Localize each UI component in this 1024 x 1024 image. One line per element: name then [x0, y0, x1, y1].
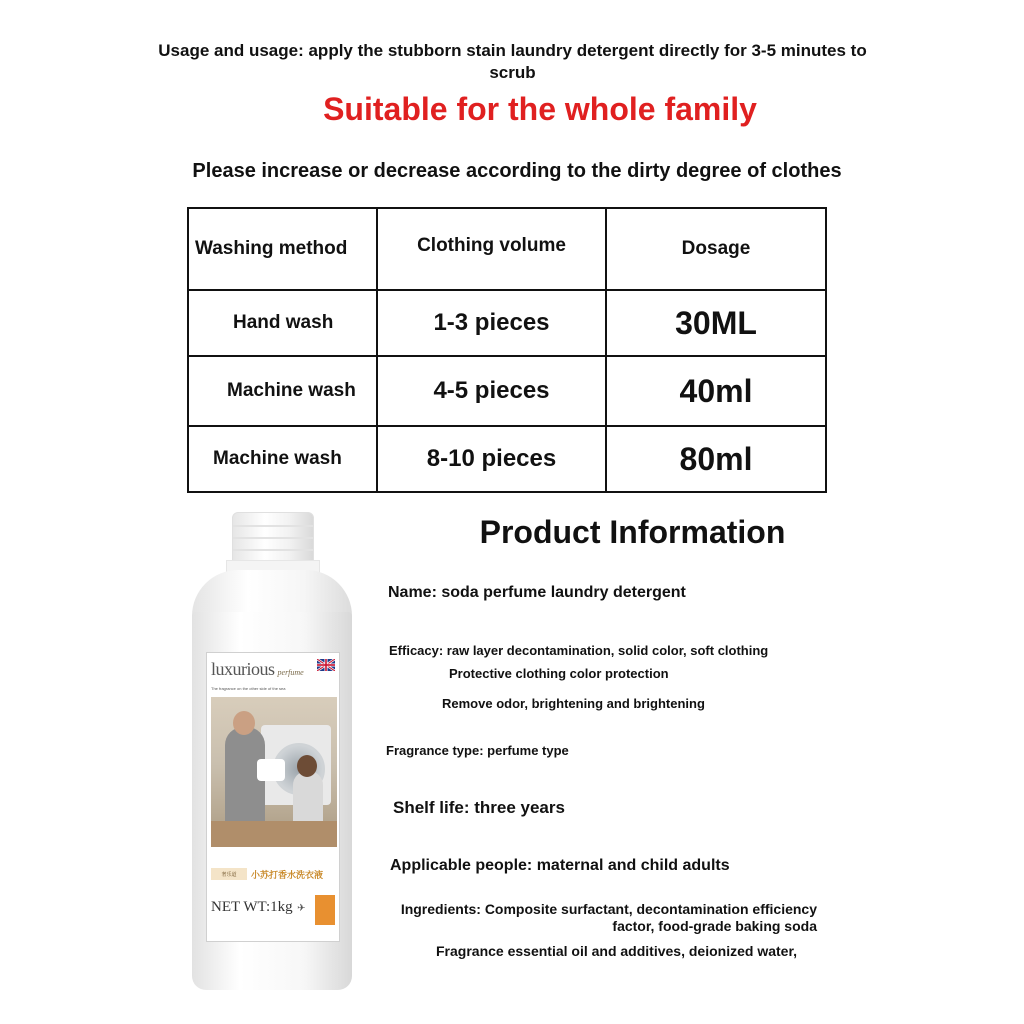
- brand-name: luxurious: [211, 659, 275, 679]
- header-dosage: Dosage: [607, 209, 825, 291]
- header-washing-method: Washing method: [189, 209, 378, 291]
- label-fine-print: [211, 851, 337, 865]
- orange-badge: [315, 895, 335, 925]
- cn-product-name: 小苏打香水洗衣液: [251, 870, 324, 881]
- cn-title-row: [211, 867, 337, 881]
- row-1-dosage: 30ML: [607, 291, 825, 357]
- label-red-print: [211, 883, 337, 893]
- row-2-dosage: 40ml: [607, 357, 825, 427]
- bottle-cap: [232, 512, 314, 564]
- dosage-table: [187, 207, 827, 493]
- product-info-title: Product Information: [479, 514, 786, 550]
- row-1-volume: 1-3 pieces: [378, 291, 607, 357]
- fragrance-type: Fragrance type: perfume type: [386, 743, 569, 758]
- row-2-volume: 4-5 pieces: [378, 357, 607, 427]
- usage-text: Usage and usage: apply the stubborn stain laundry detergent directly for 3-5 minutes to scrub: [158, 41, 867, 82]
- label-tagline: The fragrance on the other side of the sea: [211, 686, 286, 691]
- wood-floor: [211, 821, 337, 847]
- shelf-life: Shelf life: three years: [393, 798, 565, 817]
- row-1-method: Hand wash: [189, 291, 378, 357]
- efficacy-line-3: Remove odor, brightening and brightening: [442, 696, 705, 711]
- header-clothing-volume: Clothing volume: [378, 209, 607, 291]
- row-3-method: Machine wash: [189, 427, 378, 491]
- product-bottle-image: [188, 512, 358, 992]
- applicable-people: Applicable people: maternal and child adults: [390, 857, 730, 874]
- ingredients-line-2: factor, food-grade baking soda: [612, 918, 817, 934]
- brand-sub: perfume: [277, 668, 304, 677]
- child-head: [297, 755, 317, 777]
- mother-head: [233, 711, 255, 735]
- ingredients: [360, 901, 817, 935]
- efficacy-line-2: Protective clothing color protection: [449, 666, 669, 681]
- uk-flag-icon: [317, 659, 335, 671]
- ingredients-line-3: Fragrance essential oil and additives, deionized water,: [436, 943, 798, 959]
- dosage-instruction: Please increase or decrease according to the dirty degree of clothes: [192, 160, 842, 182]
- row-2-method: Machine wash: [189, 357, 378, 427]
- product-name: Name: soda perfume laundry detergent: [388, 584, 686, 601]
- row-3-dosage: 80ml: [679, 440, 753, 477]
- bottle-shoulder: [192, 570, 352, 616]
- family-photo: [211, 697, 337, 847]
- bottle-label: [206, 652, 340, 942]
- cn-brand: 奢乐道: [211, 868, 247, 880]
- towel: [257, 759, 285, 781]
- family-headline: Suitable for the whole family: [323, 91, 757, 127]
- net-weight: NET WT:1kg: [211, 898, 293, 915]
- ingredients-line-1: Ingredients: Composite surfactant, decontamination efficiency: [400, 901, 817, 917]
- plane-icon: ✈: [297, 903, 306, 914]
- efficacy-line-1: Efficacy: raw layer decontamination, solid color, soft clothing: [389, 643, 769, 658]
- row-3-volume: 8-10 pieces: [378, 427, 607, 491]
